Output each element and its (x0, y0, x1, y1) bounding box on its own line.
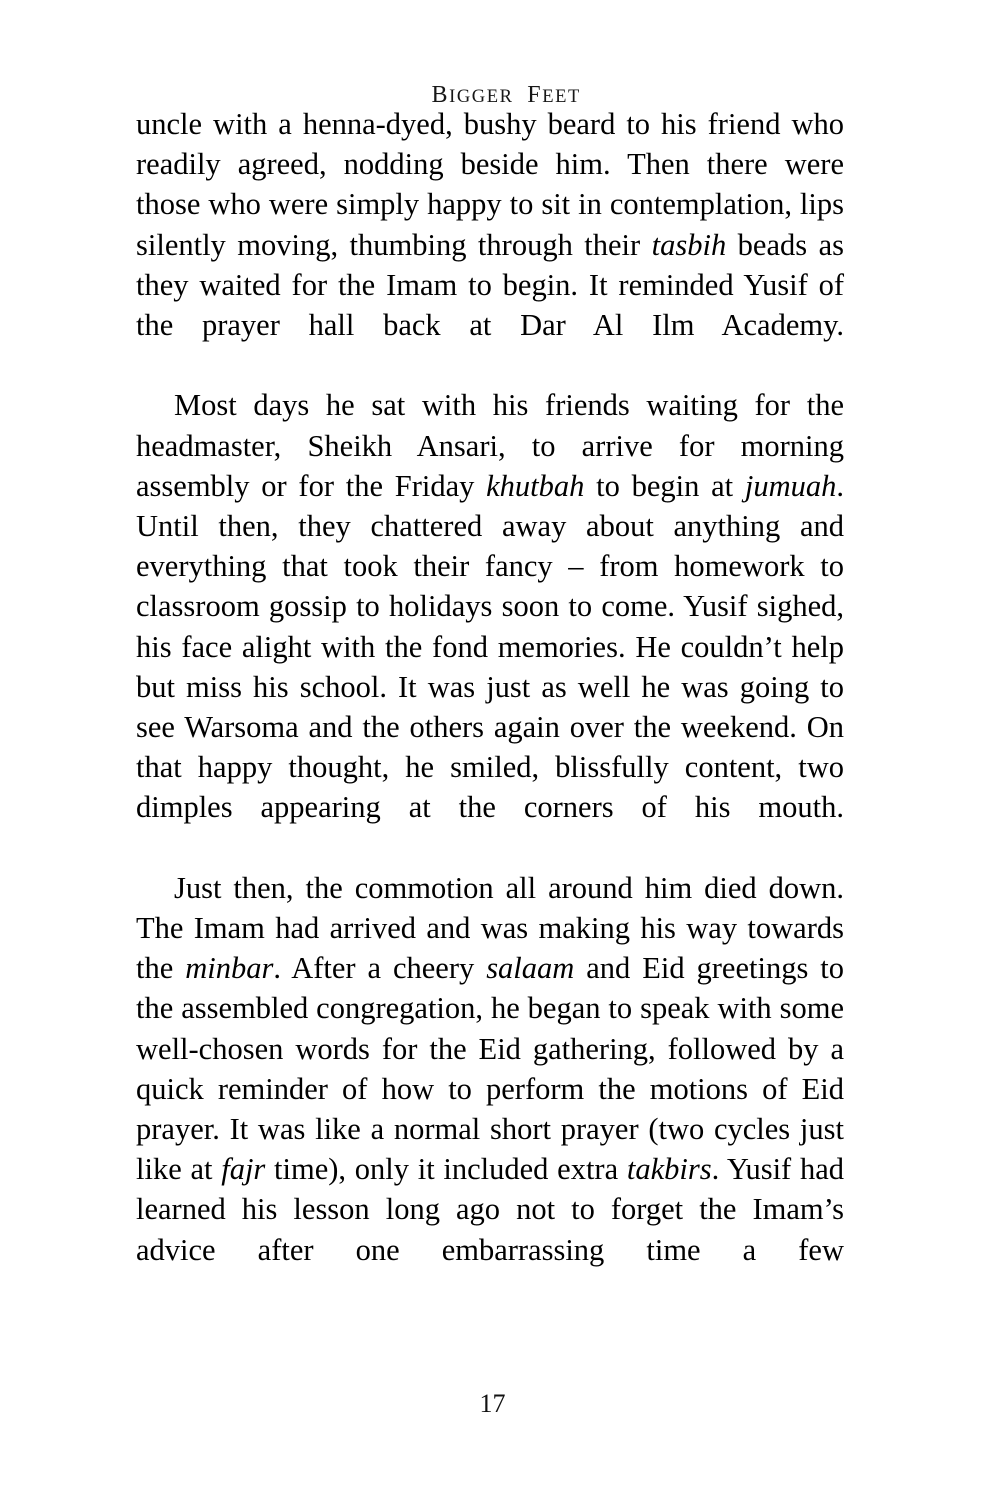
body-text-block (136, 104, 844, 1310)
italic-term-khutbah: khutbah (486, 468, 585, 503)
text-run: . After a cheery (273, 951, 487, 986)
page-number: 17 (479, 1389, 506, 1418)
text-run: and Eid greetings to the assembled congregation, he began to speak with some well-chosen words for the Eid gathering, followed by a quick reminder of how to perform the motions of Eid prayer. It was like a normal short prayer (two cycles just like at (136, 951, 844, 1187)
paragraph-1 (136, 104, 844, 385)
text-run: Just then, the commotion all around him died down. The Imam had arrived and was making his way towards the (136, 870, 844, 986)
text-run: uncle with a henna-dyed, bushy beard to his friend who readily agreed, nodding beside him. Then there were those who were simply happy to sit in contemplation, lips silently moving, thumbing through their (136, 107, 844, 262)
text-run: . Until then, they chattered away about anything and everything that took their fancy – from homework to classroom gossip to holidays soon to come. Yusif sighed, his face alight with the fond memories. He couldn’t help but miss his school. It was just as well he was going to see Warsoma and the others again over the weekend. On that happy thought, he smiled, blissfully content, two dimples appearing at the corners of his mouth. (136, 468, 845, 825)
running-head-rest-2: EET (542, 87, 581, 107)
italic-term-tasbih: tasbih (651, 227, 727, 262)
italic-term-takbirs: takbirs (626, 1152, 712, 1187)
paragraph-3 (136, 868, 844, 1310)
text-run: to begin at (584, 468, 745, 503)
italic-term-salaam: salaam (486, 951, 575, 986)
running-head-rest-1: IGGER (449, 87, 514, 107)
paragraph-2 (136, 385, 844, 867)
text-run: . Yusif had learned his lesson long ago not to forget the Imam’s advice after one embarrassing time a few (136, 1152, 844, 1267)
italic-term-minbar: minbar (185, 951, 274, 986)
running-head-initial-2: F (527, 82, 543, 108)
text-run: time), only it included extra (265, 1152, 627, 1187)
text-run: Most days he sat with his friends waiting for the headmaster, Sheikh Ansari, to arrive for morning assembly or for the Friday (136, 388, 844, 503)
italic-term-fajr: fajr (221, 1152, 266, 1187)
text-run: beads as they waited for the Imam to begin. It reminded Yusif of the prayer hall back at Dar Al Ilm Academy. (136, 227, 844, 343)
italic-term-jumuah: jumuah (744, 468, 837, 503)
running-head-initial-1: B (431, 82, 450, 108)
